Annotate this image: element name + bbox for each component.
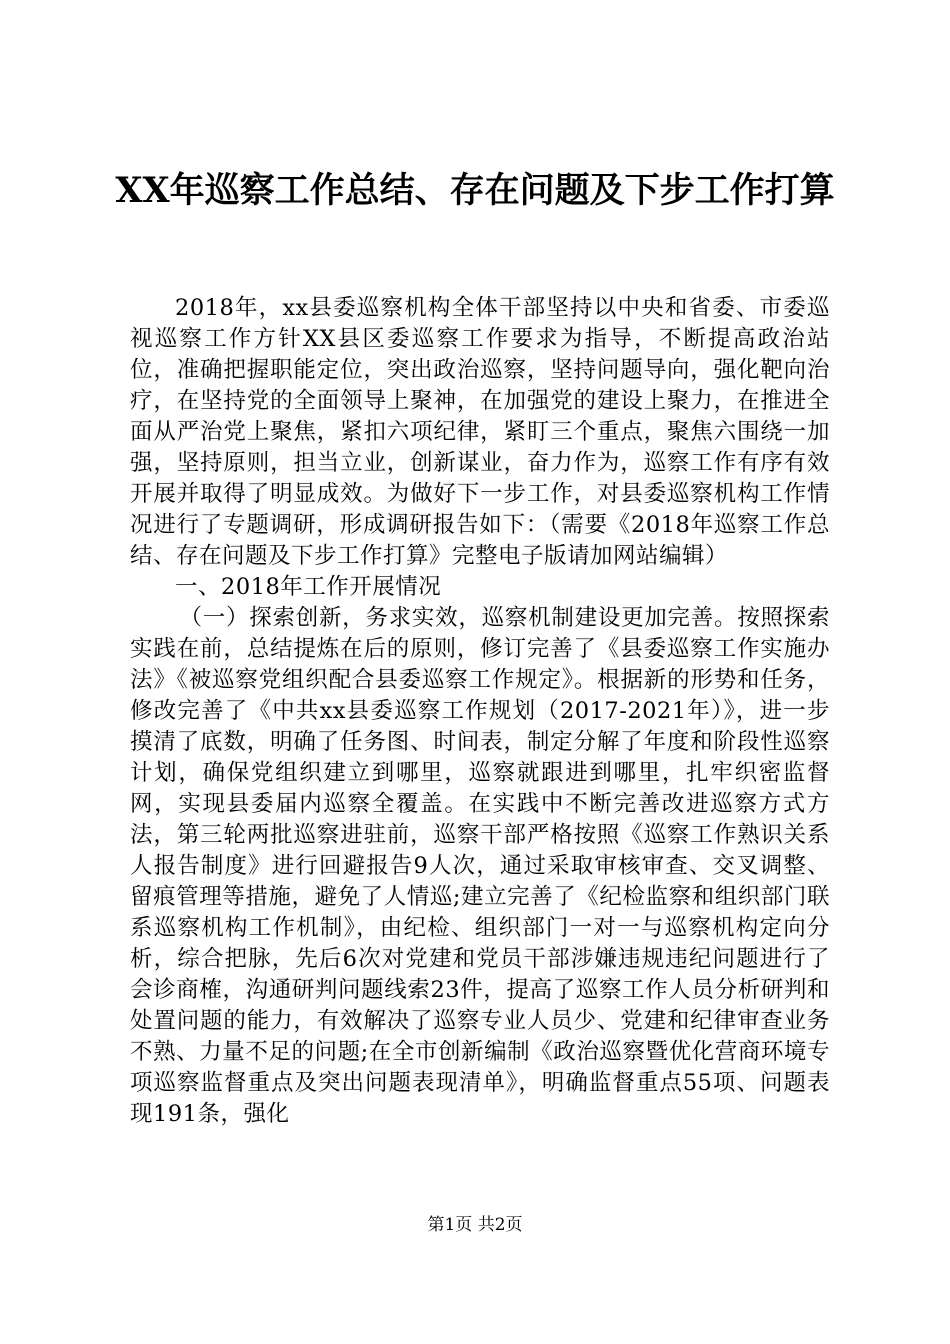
document-title: XX年巡察工作总结、存在问题及下步工作打算 — [115, 170, 835, 211]
page-number-footer: 第1页 共2页 — [427, 1215, 523, 1235]
intro-paragraph: 2018年，xx县委巡察机构全体干部坚持以中央和省委、市委巡视巡察工作方针XX县区委巡察工作要求为指导，不断提高政治站位，准确把握职能定位，突出政治巡察，坚持问题导向，强化靶向治疗，在坚持党的全面领导上聚神，在加强党的建设上聚力，在推进全面从严治党上聚焦，紧扣六项纪律，紧盯三个重点，聚焦六围绕一加强，坚持原则，担当立业，创新谋业，奋力作为，巡察工作有序有效开展并取得了明显成效。为做好下一步工作，对县委巡察机构工作情况进行了专题调研，形成调研报告如下：（需要《2018年巡察工作总结、存在问题及下步工作打算》完整电子版请加网站编辑） — [130, 295, 830, 569]
section-heading: 一、2018年工作开展情况 — [175, 574, 442, 600]
subsection-paragraph: （一）探索创新，务求实效，巡察机制建设更加完善。按照探索实践在前，总结提炼在后的原则，修订完善了《县委巡察工作实施办法》《被巡察党组织配合县委巡察工作规定》。根据新的形势和任务，修改完善了《中共xx县委巡察工作规划（2017-2021年）》，进一步摸清了底数，明确了任务图、时间表，制定分解了年度和阶段性巡察计划，确保党组织建立到哪里，巡察就跟进到哪里，扎牢织密监督网，实现县委届内巡察全覆盖。在实践中不断完善改进巡察方式方法，第三轮两批巡察进驻前，巡察干部严格按照《巡察工作熟识关系人报告制度》进行回避报告9人次，通过采取审核审查、交叉调整、留痕管理等措施，避免了人情巡;建立完善了《纪检监察和组织部门联系巡察机构工作机制》，由纪检、组织部门一对一与巡察机构定向分析，综合把脉，先后6次对党建和党员干部涉嫌违规违纪问题进行了会诊商榷，沟通研判问题线索23件，提高了巡察工作人员分析研判和处置问题的能力，有效解决了巡察专业人员少、党建和纪律审查业务不熟、力量不足的问题;在全市创新编制《政治巡察暨优化营商环境专项巡察监督重点及突出问题表现清单》，明确监督重点55项、问题表现191条，强化 — [130, 605, 830, 1127]
document-body — [130, 293, 830, 1130]
